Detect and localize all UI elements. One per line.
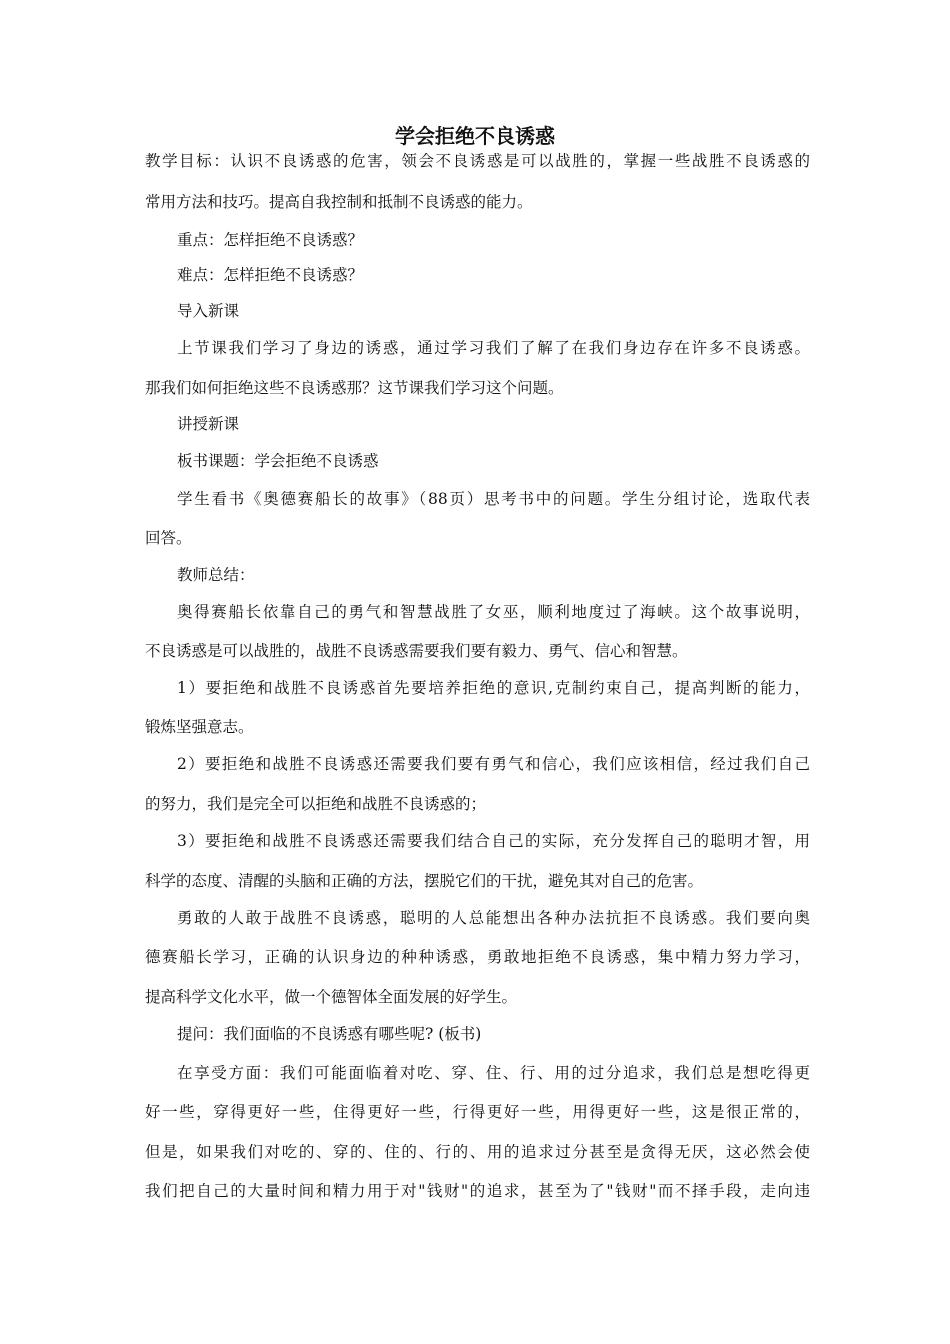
paragraph-line: 在享受方面：我们可能面临着对吃、穿、住、行、用的过分追求，我们总是想吃得更 [177,1064,810,1082]
teacher-summary-heading: 教师总结： [177,566,255,584]
document-title: 学会拒绝不良诱惑 [395,124,555,148]
paragraph-line: 回答。 [145,529,192,547]
list-item-3-line-2: 科学的态度、清醒的头脑和正确的方法，摆脱它们的干扰，避免其对自己的危害。 [145,872,704,890]
list-item-3-line-1: 3）要拒绝和战胜不良诱惑还需要我们结合自己的实际，充分发挥自己的聪明才智，用 [177,832,810,850]
paragraph-line: 勇敢的人敢于战胜不良诱惑，聪明的人总能想出各种办法抗拒不良诱惑。我们要向奥 [177,909,810,927]
question-line: 提问：我们面临的不良诱惑有哪些呢? (板书) [177,1025,482,1043]
objective-line-2: 常用方法和技巧。提高自我控制和抵制不良诱惑的能力。 [145,193,533,211]
key-point-line: 重点：怎样拒绝不良诱惑？ [177,231,364,249]
section-heading-intro: 导入新课 [177,302,240,320]
list-item-2-line-1: 2）要拒绝和战胜不良诱惑还需要我们要有勇气和信心，我们应该相信，经过我们自己 [177,755,810,773]
list-item-2-line-2: 的努力，我们是完全可以拒绝和战胜不良诱惑的； [145,795,487,813]
paragraph-line: 上节课我们学习了身边的诱惑，通过学习我们了解了在我们身边存在许多不良诱惑。 [177,339,810,357]
paragraph-line: 但是，如果我们对吃的、穿的、住的、行的、用的追求过分甚至是贪得无厌，这必然会使 [145,1143,810,1161]
difficulty-line: 难点：怎样拒绝不良诱惑？ [177,266,364,284]
paragraph-line: 学生看书《奥德赛船长的故事》（88页）思考书中的问题。学生分组讨论，选取代表 [177,490,810,508]
objective-line-1: 教学目标：认识不良诱惑的危害，领会不良诱惑是可以战胜的，掌握一些战胜不良诱惑的 [145,152,810,170]
paragraph-line: 我们把自己的大量时间和精力用于对"钱财"的追求，甚至为了"钱财"而不择手段，走向违 [145,1182,810,1200]
list-item-1-line-2: 锻炼坚强意志。 [145,718,254,736]
paragraph-line: 奥得赛船长依靠自己的勇气和智慧战胜了女巫，顺利地度过了海峡。这个故事说明， [177,603,810,621]
section-heading-lesson: 讲授新课 [177,415,240,433]
board-title-line: 板书课题：学会拒绝不良诱惑 [177,452,379,470]
list-item-1-line-1: 1）要拒绝和战胜不良诱惑首先要培养拒绝的意识,克制约束自己，提高判断的能力， [177,679,810,697]
paragraph-line: 好一些，穿得更好一些，住得更好一些，行得更好一些，用得更好一些，这是很正常的， [145,1103,810,1121]
paragraph-line: 提高科学文化水平，做一个德智体全面发展的好学生。 [145,988,518,1006]
paragraph-line: 不良诱惑是可以战胜的，战胜不良诱惑需要我们要有毅力、勇气、信心和智慧。 [145,642,688,660]
paragraph-line: 德赛船长学习，正确的认识身边的种种诱惑，勇敢地拒绝不良诱惑，集中精力努力学习， [145,948,810,966]
paragraph-line: 那我们如何拒绝这些不良诱惑那？这节课我们学习这个问题。 [145,379,564,397]
